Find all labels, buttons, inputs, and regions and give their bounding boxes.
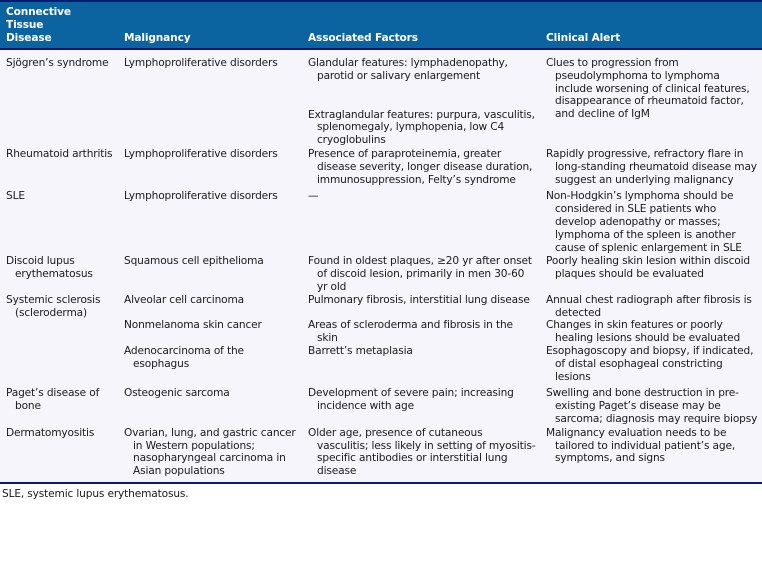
disease-cell: Discoid lupus erythematosus xyxy=(6,255,93,281)
header-row xyxy=(0,1,762,49)
table-row xyxy=(0,254,762,293)
malignancy-cell: Osteogenic sarcoma xyxy=(124,387,230,400)
table-row xyxy=(0,426,762,483)
factors-cell: Found in oldest plaques, ≥20 yr after onset of discoid lesion, primarily in men 30-60 yr old xyxy=(308,255,532,293)
factors-cell: Barrett’s metaplasia xyxy=(308,344,413,357)
header-clinical-alert: Clinical Alert xyxy=(540,1,762,49)
alert-cell: Swelling and bone destruction in pre-existing Paget’s disease may be sarcoma; diagnosis may require biopsy xyxy=(546,387,758,425)
factors-cell: — xyxy=(308,190,319,203)
header-disease: Connective Tissue Disease xyxy=(0,1,118,49)
disease-cell: SLE xyxy=(6,190,25,203)
factors-cell: Glandular features: lymphadenopathy, parotid or salivary enlargement xyxy=(308,57,508,82)
disease-cell: Systemic sclerosis (scleroderma) xyxy=(6,293,101,319)
factors-cell: Development of severe pain; increasing incidence with age xyxy=(308,387,514,413)
alert-cell: Poorly healing skin lesion within discoid plaques should be evaluated xyxy=(546,255,751,281)
factors-cell: Extraglandular features: purpura, vasculitis, splenomegaly, lymphopenia, low C4 cryoglobulins xyxy=(308,108,535,147)
header-associated-factors: Associated Factors xyxy=(302,1,540,49)
disease-cell: Sjögren’s syndrome xyxy=(6,57,109,69)
table-row xyxy=(0,294,762,320)
factors-cell: Older age, presence of cutaneous vasculitis; less likely in setting of myositis-specific antibodies or interstitial lung disease xyxy=(308,426,536,478)
malignancy-cell: Ovarian, lung, and gastric cancer in Western populations; nasopharyngeal carcinoma in Asian populations xyxy=(124,426,296,478)
alert-cell: Changes in skin features or poorly healing lesions should be evaluated xyxy=(546,319,741,345)
alert-cell: Malignancy evaluation needs to be tailored to individual patient’s age, symptoms, and signs xyxy=(546,426,736,465)
table-row xyxy=(0,49,762,147)
alert-cell: Annual chest radiograph after fibrosis is detected xyxy=(546,293,752,319)
factors-cell: Pulmonary fibrosis, interstitial lung disease xyxy=(308,293,530,306)
table-row xyxy=(0,186,762,254)
factors-cell: Presence of paraproteinemia, greater disease severity, longer disease duration, immunosuppression, Felty’s syndrome xyxy=(308,147,533,186)
alert-cell: Clues to progression from pseudolymphoma to lymphoma include worsening of clinical features, disappearance of rheumatoid factor, and decline of IgM xyxy=(546,57,750,121)
malignancy-cell: Nonmelanoma skin cancer xyxy=(124,319,262,332)
disease-cell: Rheumatoid arthritis xyxy=(6,147,113,160)
table-row xyxy=(0,147,762,186)
malignancy-cell: Lymphoproliferative disorders xyxy=(124,57,278,69)
malignancy-cell: Lymphoproliferative disorders xyxy=(124,190,278,203)
alert-cell: Non-Hodgkin’s lymphoma should be considered in SLE patients who develop adenopathy or masses; lymphoma of the spleen is another cause of splenic enlargement in SLE xyxy=(546,190,742,254)
malignancy-cell: Lymphoproliferative disorders xyxy=(124,147,278,160)
malignancy-cell: Alveolar cell carcinoma xyxy=(124,293,244,306)
factors-cell: Areas of scleroderma and fibrosis in the skin xyxy=(308,319,513,345)
disease-cell: Paget’s disease of bone xyxy=(6,387,100,413)
disease-cell: Dermatomyositis xyxy=(6,426,95,439)
malignancy-cell: Squamous cell epithelioma xyxy=(124,255,264,268)
malignancy-cell: Adenocarcinoma of the esophagus xyxy=(124,344,244,370)
footnote: SLE, systemic lupus erythematosus. xyxy=(2,487,189,500)
alert-cell: Rapidly progressive, refractory flare in long-standing rheumatoid disease may suggest an underlying malignancy xyxy=(546,147,757,186)
table-row xyxy=(0,383,762,425)
header-malignancy: Malignancy xyxy=(118,1,302,49)
alert-cell: Esophagoscopy and biopsy, if indicated, of distal esophageal constricting lesions xyxy=(546,344,754,383)
